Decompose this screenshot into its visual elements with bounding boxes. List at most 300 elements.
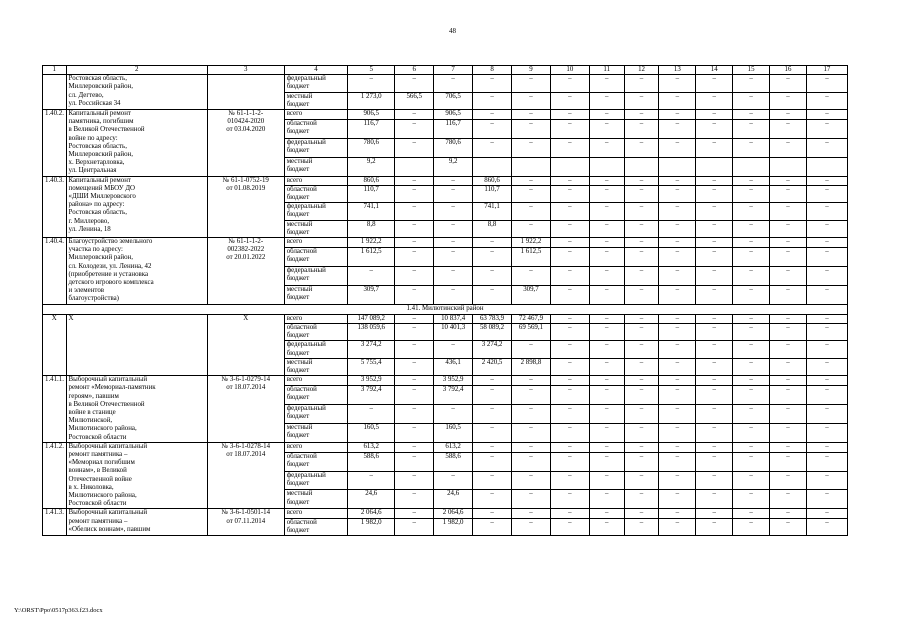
budget-type: местный бюджет: [284, 220, 347, 237]
document-number: № 3-6-1-0501-14 от 07.11.2014: [207, 509, 284, 536]
amount-cell: –: [806, 110, 847, 120]
amount-cell: –: [696, 358, 733, 375]
amount-cell: 63 783,9: [473, 314, 512, 323]
amount-cell: –: [512, 471, 551, 490]
amount-cell: –: [434, 248, 473, 267]
section-title: 1.41. Милютинский район: [43, 304, 848, 314]
amount-cell: –: [659, 138, 696, 157]
column-number: 12: [624, 66, 659, 75]
amount-cell: –: [512, 92, 551, 109]
amount-cell: 9,2: [348, 157, 395, 176]
amount-cell: –: [589, 110, 624, 120]
column-number: 1: [43, 66, 67, 75]
amount-cell: –: [806, 471, 847, 490]
amount-cell: –: [395, 386, 434, 405]
amount-cell: –: [348, 471, 395, 490]
amount-cell: –: [550, 404, 589, 423]
budget-type: федеральный бюджет: [284, 471, 347, 490]
amount-cell: 1 922,2: [512, 238, 551, 248]
amount-cell: 10 837,4: [434, 314, 473, 323]
document-number: № 3-6-1-0279-14 от 18.07.2014: [207, 376, 284, 443]
amount-cell: –: [550, 490, 589, 509]
amount-cell: –: [770, 185, 807, 202]
amount-cell: –: [770, 509, 807, 518]
amount-cell: 613,2: [348, 442, 395, 452]
amount-cell: –: [473, 376, 512, 386]
amount-cell: –: [512, 404, 551, 423]
amount-cell: –: [733, 452, 770, 471]
amount-cell: –: [395, 110, 434, 120]
amount-cell: –: [395, 358, 434, 375]
amount-cell: –: [434, 176, 473, 185]
table-row: [43, 442, 848, 452]
amount-cell: –: [395, 176, 434, 185]
amount-cell: –: [624, 471, 659, 490]
budget-type: всего: [284, 314, 347, 323]
document-number: № 61-1-0752-19 от 01.08.2019: [207, 176, 284, 237]
amount-cell: –: [550, 509, 589, 518]
amount-cell: 116,7: [434, 119, 473, 138]
amount-cell: –: [512, 386, 551, 405]
amount-cell: –: [770, 176, 807, 185]
amount-cell: –: [550, 442, 589, 452]
column-number: 10: [550, 66, 589, 75]
amount-cell: –: [733, 358, 770, 375]
amount-cell: –: [512, 110, 551, 120]
budget-type: всего: [284, 110, 347, 120]
document-number: [207, 75, 284, 110]
amount-cell: –: [770, 119, 807, 138]
amount-cell: –: [696, 285, 733, 304]
amount-cell: [696, 157, 733, 176]
amount-cell: –: [733, 386, 770, 405]
amount-cell: –: [806, 509, 847, 518]
amount-cell: –: [696, 176, 733, 185]
amount-cell: –: [733, 248, 770, 267]
column-number: 14: [696, 66, 733, 75]
amount-cell: –: [806, 423, 847, 442]
amount-cell: –: [395, 185, 434, 202]
amount-cell: –: [659, 285, 696, 304]
amount-cell: –: [696, 518, 733, 535]
object-name: Выборочный капитальный ремонт памятника – «Обелиск воинам», павшим: [66, 509, 207, 536]
amount-cell: 2 064,6: [348, 509, 395, 518]
amount-cell: –: [733, 423, 770, 442]
amount-cell: –: [434, 471, 473, 490]
amount-cell: –: [512, 138, 551, 157]
amount-cell: –: [696, 119, 733, 138]
amount-cell: –: [733, 442, 770, 452]
amount-cell: –: [473, 75, 512, 92]
amount-cell: –: [696, 248, 733, 267]
amount-cell: –: [733, 471, 770, 490]
amount-cell: –: [550, 341, 589, 358]
amount-cell: [624, 157, 659, 176]
column-number-row: [43, 66, 848, 75]
amount-cell: –: [395, 75, 434, 92]
amount-cell: –: [806, 238, 847, 248]
amount-cell: –: [733, 75, 770, 92]
amount-cell: 1 273,0: [348, 92, 395, 109]
amount-cell: 906,5: [434, 110, 473, 120]
amount-cell: –: [589, 176, 624, 185]
amount-cell: –: [733, 323, 770, 340]
amount-cell: 741,1: [473, 203, 512, 220]
amount-cell: –: [395, 452, 434, 471]
amount-cell: –: [733, 490, 770, 509]
amount-cell: –: [733, 266, 770, 285]
amount-cell: –: [589, 119, 624, 138]
amount-cell: 860,6: [473, 176, 512, 185]
amount-cell: –: [473, 518, 512, 535]
amount-cell: –: [395, 404, 434, 423]
amount-cell: –: [473, 266, 512, 285]
amount-cell: 110,7: [473, 185, 512, 202]
amount-cell: –: [696, 203, 733, 220]
budget-type: областной бюджет: [284, 452, 347, 471]
column-number: 5: [348, 66, 395, 75]
amount-cell: –: [589, 509, 624, 518]
amount-cell: –: [589, 323, 624, 340]
amount-cell: –: [806, 119, 847, 138]
amount-cell: –: [473, 138, 512, 157]
amount-cell: –: [624, 423, 659, 442]
budget-type: федеральный бюджет: [284, 203, 347, 220]
amount-cell: –: [806, 442, 847, 452]
column-number: 13: [659, 66, 696, 75]
amount-cell: –: [806, 358, 847, 375]
amount-cell: 110,7: [348, 185, 395, 202]
amount-cell: –: [696, 341, 733, 358]
amount-cell: –: [395, 341, 434, 358]
amount-cell: 116,7: [348, 119, 395, 138]
page-number: 48: [449, 27, 456, 35]
amount-cell: –: [659, 490, 696, 509]
amount-cell: –: [806, 75, 847, 92]
amount-cell: –: [659, 314, 696, 323]
amount-cell: –: [696, 110, 733, 120]
amount-cell: 436,1: [434, 358, 473, 375]
amount-cell: –: [624, 92, 659, 109]
amount-cell: 9,2: [434, 157, 473, 176]
amount-cell: –: [473, 404, 512, 423]
amount-cell: –: [770, 314, 807, 323]
amount-cell: –: [589, 220, 624, 237]
amount-cell: –: [589, 518, 624, 535]
amount-cell: –: [473, 471, 512, 490]
amount-cell: –: [512, 452, 551, 471]
amount-cell: –: [348, 266, 395, 285]
amount-cell: –: [473, 490, 512, 509]
budget-type: областной бюджет: [284, 323, 347, 340]
amount-cell: –: [395, 314, 434, 323]
amount-cell: –: [589, 266, 624, 285]
amount-cell: –: [512, 341, 551, 358]
amount-cell: –: [806, 518, 847, 535]
amount-cell: –: [659, 442, 696, 452]
amount-cell: –: [624, 490, 659, 509]
amount-cell: –: [624, 341, 659, 358]
amount-cell: –: [733, 220, 770, 237]
budget-type: областной бюджет: [284, 518, 347, 535]
table-row: [43, 176, 848, 185]
amount-cell: –: [659, 386, 696, 405]
amount-cell: 2 420,5: [473, 358, 512, 375]
amount-cell: –: [589, 248, 624, 267]
item-number: 1.41.1.: [43, 376, 67, 443]
item-number: 1.40.2.: [43, 110, 67, 177]
table-row: [43, 314, 848, 323]
document-number: № 61-1-1-2- 010424-2020 от 03.04.2020: [207, 110, 284, 177]
amount-cell: –: [696, 509, 733, 518]
amount-cell: 8,8: [473, 220, 512, 237]
amount-cell: –: [550, 238, 589, 248]
amount-cell: –: [512, 176, 551, 185]
amount-cell: [473, 157, 512, 176]
table-row: [43, 75, 848, 92]
budget-type: областной бюджет: [284, 386, 347, 405]
amount-cell: –: [696, 452, 733, 471]
amount-cell: 58 089,2: [473, 323, 512, 340]
amount-cell: [395, 157, 434, 176]
column-number: 6: [395, 66, 434, 75]
amount-cell: –: [395, 471, 434, 490]
amount-cell: 780,6: [434, 138, 473, 157]
file-path-footer: Y:\ORST\Ppo\0517p363.f23.docx: [14, 607, 103, 614]
amount-cell: 860,6: [348, 176, 395, 185]
amount-cell: –: [550, 110, 589, 120]
amount-cell: –: [550, 471, 589, 490]
amount-cell: –: [550, 176, 589, 185]
amount-cell: –: [473, 452, 512, 471]
amount-cell: –: [434, 220, 473, 237]
amount-cell: –: [589, 471, 624, 490]
amount-cell: –: [550, 220, 589, 237]
amount-cell: –: [589, 442, 624, 452]
amount-cell: –: [696, 220, 733, 237]
amount-cell: 741,1: [348, 203, 395, 220]
amount-cell: –: [624, 176, 659, 185]
item-number: 1.40.3.: [43, 176, 67, 237]
amount-cell: –: [770, 386, 807, 405]
amount-cell: –: [624, 248, 659, 267]
amount-cell: –: [659, 119, 696, 138]
amount-cell: –: [624, 452, 659, 471]
amount-cell: –: [512, 490, 551, 509]
amount-cell: –: [395, 220, 434, 237]
amount-cell: –: [659, 185, 696, 202]
amount-cell: –: [806, 138, 847, 157]
amount-cell: –: [589, 285, 624, 304]
amount-cell: –: [624, 220, 659, 237]
amount-cell: –: [659, 452, 696, 471]
amount-cell: –: [770, 285, 807, 304]
amount-cell: –: [659, 323, 696, 340]
amount-cell: –: [770, 203, 807, 220]
amount-cell: –: [550, 75, 589, 92]
document-number: № 61-1-1-2- 002382-2022 от 20.01.2022: [207, 238, 284, 305]
item-number: 1.41.3.: [43, 509, 67, 536]
amount-cell: –: [395, 509, 434, 518]
amount-cell: –: [770, 404, 807, 423]
budget-type: местный бюджет: [284, 423, 347, 442]
budget-type: местный бюджет: [284, 490, 347, 509]
amount-cell: –: [473, 92, 512, 109]
amount-cell: [770, 157, 807, 176]
amount-cell: [733, 157, 770, 176]
amount-cell: 138 059,6: [348, 323, 395, 340]
amount-cell: 3 274,2: [473, 341, 512, 358]
amount-cell: –: [550, 423, 589, 442]
object-name: Капитальный ремонт помещений МБОУ ДО «ДШИ Миллеровского района» по адресу: Ростовская область, г. Миллерово, ул. Ленина, 18: [66, 176, 207, 237]
amount-cell: –: [624, 238, 659, 248]
amount-cell: –: [659, 248, 696, 267]
amount-cell: 1 982,0: [348, 518, 395, 535]
amount-cell: –: [624, 518, 659, 535]
amount-cell: 2 898,8: [512, 358, 551, 375]
amount-cell: –: [512, 185, 551, 202]
amount-cell: –: [733, 185, 770, 202]
amount-cell: –: [434, 203, 473, 220]
amount-cell: –: [770, 75, 807, 92]
column-number: 15: [733, 66, 770, 75]
amount-cell: –: [624, 266, 659, 285]
amount-cell: –: [696, 138, 733, 157]
amount-cell: –: [770, 341, 807, 358]
budget-type: федеральный бюджет: [284, 75, 347, 92]
amount-cell: –: [770, 376, 807, 386]
amount-cell: –: [770, 220, 807, 237]
amount-cell: –: [512, 442, 551, 452]
amount-cell: –: [550, 138, 589, 157]
amount-cell: –: [770, 490, 807, 509]
amount-cell: –: [473, 285, 512, 304]
amount-cell: –: [806, 452, 847, 471]
amount-cell: –: [770, 110, 807, 120]
amount-cell: –: [395, 376, 434, 386]
amount-cell: –: [550, 376, 589, 386]
amount-cell: –: [696, 185, 733, 202]
budget-type: местный бюджет: [284, 92, 347, 109]
amount-cell: –: [550, 92, 589, 109]
object-name: Ростовская область, Миллеровский район, сл. Дегтево, ул. Российская 34: [66, 75, 207, 110]
amount-cell: –: [473, 423, 512, 442]
amount-cell: –: [733, 314, 770, 323]
amount-cell: [806, 157, 847, 176]
amount-cell: 1 612,5: [512, 248, 551, 267]
amount-cell: –: [589, 452, 624, 471]
amount-cell: [512, 157, 551, 176]
amount-cell: –: [434, 404, 473, 423]
amount-cell: –: [770, 138, 807, 157]
amount-cell: –: [806, 185, 847, 202]
amount-cell: 780,6: [348, 138, 395, 157]
amount-cell: –: [770, 238, 807, 248]
amount-cell: 69 569,1: [512, 323, 551, 340]
amount-cell: –: [473, 119, 512, 138]
amount-cell: –: [473, 110, 512, 120]
amount-cell: 2 064,6: [434, 509, 473, 518]
amount-cell: –: [624, 442, 659, 452]
table-row: [43, 238, 848, 248]
amount-cell: –: [659, 176, 696, 185]
amount-cell: –: [589, 404, 624, 423]
amount-cell: –: [550, 266, 589, 285]
amount-cell: [550, 157, 589, 176]
amount-cell: –: [696, 490, 733, 509]
amount-cell: –: [624, 138, 659, 157]
amount-cell: –: [624, 110, 659, 120]
amount-cell: –: [806, 220, 847, 237]
amount-cell: –: [696, 238, 733, 248]
budget-type: всего: [284, 442, 347, 452]
amount-cell: –: [696, 376, 733, 386]
amount-cell: –: [624, 323, 659, 340]
program-table: [42, 65, 848, 536]
amount-cell: –: [659, 238, 696, 248]
amount-cell: –: [395, 248, 434, 267]
amount-cell: –: [696, 266, 733, 285]
amount-cell: –: [659, 341, 696, 358]
table-row: [43, 376, 848, 386]
item-number: 1.40.4.: [43, 238, 67, 305]
amount-cell: –: [589, 490, 624, 509]
budget-type: местный бюджет: [284, 358, 347, 375]
amount-cell: –: [589, 423, 624, 442]
amount-cell: –: [589, 185, 624, 202]
amount-cell: –: [770, 452, 807, 471]
amount-cell: –: [733, 376, 770, 386]
amount-cell: 24,6: [434, 490, 473, 509]
amount-cell: –: [395, 138, 434, 157]
amount-cell: –: [806, 314, 847, 323]
amount-cell: –: [659, 110, 696, 120]
object-name: Благоустройство земельного участка по адресу: Миллеровский район, сл. Колодези, ул. Ленина, 42 (приобретение и установка детского игрового комплекса и элементов благоустройства): [66, 238, 207, 305]
amount-cell: –: [624, 509, 659, 518]
amount-cell: –: [696, 423, 733, 442]
amount-cell: –: [770, 518, 807, 535]
amount-cell: –: [770, 266, 807, 285]
amount-cell: 24,6: [348, 490, 395, 509]
amount-cell: –: [512, 203, 551, 220]
amount-cell: –: [659, 404, 696, 423]
amount-cell: –: [589, 203, 624, 220]
amount-cell: –: [733, 285, 770, 304]
amount-cell: 72 467,9: [512, 314, 551, 323]
amount-cell: –: [696, 386, 733, 405]
amount-cell: 8,8: [348, 220, 395, 237]
amount-cell: –: [589, 75, 624, 92]
amount-cell: –: [512, 376, 551, 386]
amount-cell: –: [512, 266, 551, 285]
amount-cell: –: [473, 248, 512, 267]
budget-type: федеральный бюджет: [284, 404, 347, 423]
budget-type: федеральный бюджет: [284, 341, 347, 358]
amount-cell: –: [589, 238, 624, 248]
amount-cell: –: [395, 323, 434, 340]
amount-cell: –: [434, 266, 473, 285]
amount-cell: –: [806, 490, 847, 509]
budget-type: областной бюджет: [284, 248, 347, 267]
amount-cell: –: [589, 358, 624, 375]
amount-cell: 3 274,2: [348, 341, 395, 358]
amount-cell: –: [434, 341, 473, 358]
column-number: 11: [589, 66, 624, 75]
amount-cell: [659, 157, 696, 176]
item-number: [43, 75, 67, 110]
amount-cell: 160,5: [434, 423, 473, 442]
amount-cell: –: [624, 358, 659, 375]
